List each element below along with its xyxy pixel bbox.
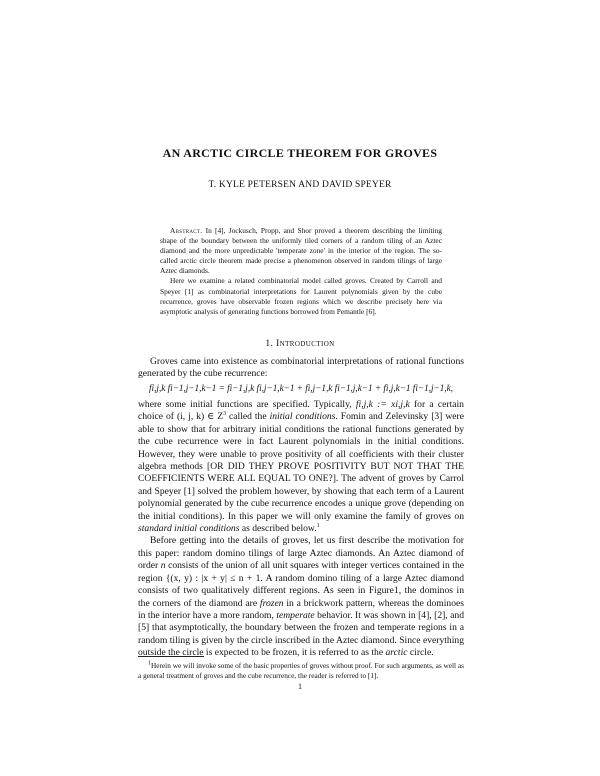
intro-p2-c: in a brickwork pattern, whereas the dominoes in the interior have a more random, [138, 597, 464, 621]
abstract-label: Abstract. [170, 226, 203, 235]
intro-p1-a: where some initial functions are specified. Typically, [138, 399, 356, 410]
intro-p1-h: as described below. [239, 523, 317, 535]
section-heading [0, 339, 600, 349]
section-number: 1. [265, 339, 274, 349]
footnote-rule [138, 656, 204, 657]
intro-paragraph-2 [138, 535, 464, 659]
footnote [138, 661, 464, 681]
intro-p1-standard: standard initial conditions [138, 523, 240, 535]
intro-p1-initial-conditions: initial conditions [269, 411, 336, 423]
intro-p2-arctic: arctic [385, 647, 408, 659]
intro-lead-text: Groves came into existence as combinatorial interpretations of rational functions generated by the cube recurrence: [138, 356, 464, 380]
intro-p2-d: behavior. It was shown in [4], [2], and [5] that asymptotically, the boundary between the frozen and temperate regions in a random tiling is given by the circle inscribed in the Aztec diamond. Since everything outside the circle is expected to be frozen, it is referred to as the [138, 609, 465, 659]
paper-title: AN ARCTIC CIRCLE THEOREM FOR GROVES [162, 146, 438, 160]
intro-p2-b: consists of the union of all unit squares with integer vertices contained in the region {(x, y) : |x + y| ≤ n + 1. A random domino tiling of a large Aztec diamond consists of two qualitatively different regions. As seen in Figure1, the dominos in the corners of the diamond are [138, 560, 464, 609]
abstract-paragraph-2: Here we examine a related combinatorial model called groves. Created by Carroll and Speyer [1] as combinatorial interpretations for Laurent polynomials given by the cube recurrence, groves have observable frozen regions which we describe precisely here via asymptotic analysis of generating functions borrowed from Pemantle [6]. [160, 276, 442, 316]
footnote-reference: 1 [316, 522, 320, 529]
cube-recurrence-equation: fi,j,k fi−1,j−1,k−1 = fi−1,j,k fi,j−1,k−1 + fi,j−1,k fi−1,j,k−1 + fi,j,k−1 fi−1,j−1,k, [148, 383, 454, 393]
intro-body [138, 399, 464, 660]
intro-p1-def: fi,j,k := xi,j,k [355, 399, 410, 410]
abstract [160, 226, 442, 317]
intro-p2-e: circle. [407, 647, 434, 659]
paper-authors: T. KYLE PETERSEN AND DAVID SPEYER [208, 180, 392, 190]
intro-paragraph-1-lead [138, 356, 464, 381]
page-number: 1 [298, 682, 302, 691]
intro-p1-d: called the [226, 411, 270, 423]
intro-p1-f: . Fomin and Zelevinsky [3] were able to show that for arbitrary initial conditions the rational functions generated by the cube recurrence were in fact Laurent polynomials in the initial conditions. However, they were unable to prove positivity of all coefficients with their cluster algebra methods [OR DID THEY PROVE POSITIVITY BUT NOT THAT THE COEFFICIENTS WERE ALL EQUAL TO ONE?]. The advent of groves by Carrol and Speyer [1] solved the problem however, by showing that each term of a Laurent polynomial generated by the cube recurrence encodes a unique grove (depending on the initial conditions). In this paper we will only examine the family of groves on [138, 411, 464, 522]
intro-p1-sup: 3 [223, 411, 227, 418]
abstract-paragraph-1 [160, 226, 442, 276]
intro-paragraph-1 [138, 399, 464, 535]
footnote-text [138, 661, 464, 681]
intro-p1-c: for a certain choice of (i, j, k) ∈ Z [138, 399, 464, 423]
intro-p2-a: Before getting into the details of groves, let us first describe the motivation for this paper: random domino tilings of large Aztec diamonds. An Aztec diamond of order [138, 535, 464, 572]
footnote-mark: 1 [148, 660, 151, 667]
intro-p2-n: n [160, 560, 166, 572]
intro-p2-temperate: temperate [276, 609, 315, 621]
section-title: Introduction [276, 339, 335, 349]
intro-p2-frozen: frozen [259, 597, 284, 609]
abstract-text-1: In [4], Jockusch, Propp, and Shor proved a theorem describing the limiting shape of the boundary between the uniformly tiled corners of a random tiling of an Aztec diamond and the more unpredictable 'temperate zone' in the interior of the region. The so-called arctic circle theorem made precise a phenomenon observed in random tilings of large Aztec diamonds. [160, 226, 442, 276]
footnote-body: Herein we will invoke some of the basic properties of groves without proof. For such arguments, as well as a general treatment of groves and the cube recurrence, the reader is referred to [1]. [138, 661, 464, 680]
